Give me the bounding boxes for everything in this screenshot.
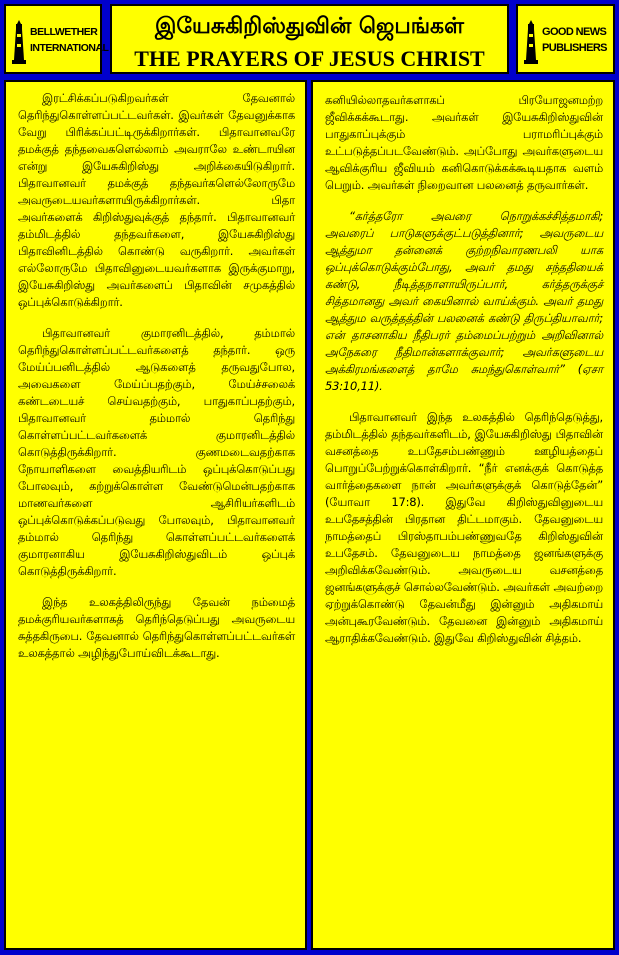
page-title-tamil: இயேசுகிறிஸ்துவின் ஜெபங்கள்	[155, 14, 464, 39]
paragraph: இந்த உலகத்திலிருந்து தேவன் நம்மைத் தமக்குரியவர்களாகத் தெரிந்தெடுப்பது அவருடைய சுத்தகிருபை. தேவனால் தெரிந்துகொள்ளப்பட்டவர்கள் உலகத்தால் அழிந்துபோய்விடக்கூடாது.	[18, 595, 295, 660]
paragraph: பிதாவானவர் குமாரனிடத்தில், தம்மால் தெரிந்துகொள்ளப்பட்டவர்களைத் தந்தார். ஒரு மேய்ப்பனிடத்தில் ஆடுகளைத் தருவதுபோல, அவைகளை மேய்ப்பதற்கும், மேய்ச்சலைக் கண்டடையச் செய்வதற்கும், பாதுகாப்பதற்கும், பிதாவானவர் தம்மால் தெரிந்து கொள்ளப்பட்டவர்களைக் குமாரனிடத்தில் கொடுத்திருக்கிறார். குணமடைவதற்காக நோயாளிகளை வைத்தியரிடம் ஒப்புக்கொடுப்பது போலவும், கற்றுக்கொள்ள வேண்டுமென்பதற்காக மாணவர்களை ஆசிரியர்களிடம் ஒப்புக்கொடுக்கப்படுவது போலவும், பிதாவானவர் தம்மால் தெரிந்து கொள்ளப்பட்டவர்களைக் குமாரனாகிய இயேசுகிறிஸ்துவிடம் ஒப்புக் கொடுத்திருக்கிறார்.	[18, 326, 295, 578]
scripture-quote: “கர்த்தரோ அவரை நொறுக்கச்சித்தமாகி; அவரைப் பாடுகளுக்குட்படுத்தினார்; அவருடைய ஆத்துமா தன்னைக் குற்றநிவாரணபலி யாக ஒப்புக்கொடுக்கும்போது, அவர் தமது சந்ததியைக் கண்டு, நீடித்தநாளாயிருப்பார், கர்த்தருக்குச் சித்தமானது அவர் கையினால் வாய்க்கும். அவர் தமது ஆத்தும வருத்தத்தின் பலனைக் கண்டு திருப்தியாவார்; என் தாசனாகிய நீதிபரர் தம்மைப்பற்றும் அறிவினால் அநேகரை நீதிமான்களாக்குவார்; அவர்களுடைய அக்கிரமங்களைத் தாமே சுமந்துகொள்வார்” (ஏசா 53:10,11).	[325, 209, 603, 393]
lighthouse-icon	[12, 20, 26, 64]
good-news-logo	[516, 4, 615, 74]
paragraph: பிதாவானவர் இந்த உலகத்தில் தெரிந்தெடுத்து, தம்மிடத்தில் தந்தவர்களிடம், இயேசுகிறிஸ்து பிதாவின் வசனத்தை உபதேசம்பண்ணும் ஊழியத்தைப் பொறுப்பேற்றுக்கொள்கிறார். “நீர் எனக்குக் கொடுத்த வார்த்தைகளை நான் அவர்களுக்குக் கொடுத்தேன்” (யோவா 17:8). இதுவே கிறிஸ்துவினுடைய உபதேசத்தின் பிரதான திட்டமாகும். தேவனுடைய நாமத்தைப் பிரஸ்தாபம்பண்ணுவதே கிறிஸ்துவின் உபதேசம். தேவனுடைய நாமத்தை ஜனங்களுக்கு அறிவிக்கவேண்டும். அவருடைய வசனத்தை ஜனங்களுக்குச் சொல்லவேண்டும். அவர்கள் அவற்றை ஏற்றுக்கொண்டு தேவன்மீது இன்னும் அதிகமாய் அன்புகூரவேண்டும். தேவனை இன்னும் அதிகமாய் ஆராதிக்கவேண்டும். இதுவே கிறிஸ்துவின் சித்தம்.	[325, 410, 603, 645]
page-title-english: THE PRAYERS OF JESUS CHRIST	[134, 46, 485, 71]
bellwether-logo	[4, 4, 109, 74]
good-news-logo-text: GOOD NEWS PUBLISHERS	[542, 26, 607, 54]
paragraph: கனியில்லாதவர்களாகப் பிரயோஜனமற்ற ஜீவிக்கக்கூடாது. அவர்கள் இயேசுகிறிஸ்துவின் பாதுகாப்புக்கும் பராமரிப்புக்கும் உட்படுத்தப்படவேண்டும். அப்போது அவர்களுடைய ஆவிக்குரிய ஜீவியம் கனிகொடுக்கக்கூடியதாக வளம் பெறும். அவர்கள் நிறைவான பலனைத் தருவார்கள்.	[325, 93, 603, 192]
left-column	[4, 80, 307, 950]
title-banner	[110, 4, 509, 74]
paragraph: இரட்சிக்கப்படுகிறவர்கள் தேவனால் தெரிந்துகொள்ளப்பட்டவர்கள். இவர்கள் தேவனுக்காக வேறு பிரிக்கப்பட்டிருக்கிறார்கள். பிதாவானவரே தமக்குத் தந்தவைகளெல்லாம் அவராலே உண்டாயின என்று இயேசுகிறிஸ்து அறிக்கையிடுகிறார். பிதாவானவர் தமக்குத் தந்தவர்களெல்லோருமே அவருடையவர்களாயிருக்கிறார்கள். பிதா அவர்களைக் கிறிஸ்துவுக்குத் தந்தார். பிதாவானவர் தம்மிடத்தில் தந்தவர்களை, இயேசுகிறிஸ்து பிதாவினிடத்தில் கொண்டு வருகிறார். அவர்கள் எல்லோருமே பிதாவினுடையவர்களாக இருக்குமாறு, இயேசுகிறிஸ்து அவர்களைப் பிதாவின் சமுகத்தில் ஒப்புக்கொடுக்கிறார்.	[18, 91, 295, 309]
right-column	[311, 80, 615, 950]
lighthouse-icon	[524, 20, 538, 64]
bellwether-logo-text: BELLWETHER INTERNATIONAL	[30, 26, 109, 54]
